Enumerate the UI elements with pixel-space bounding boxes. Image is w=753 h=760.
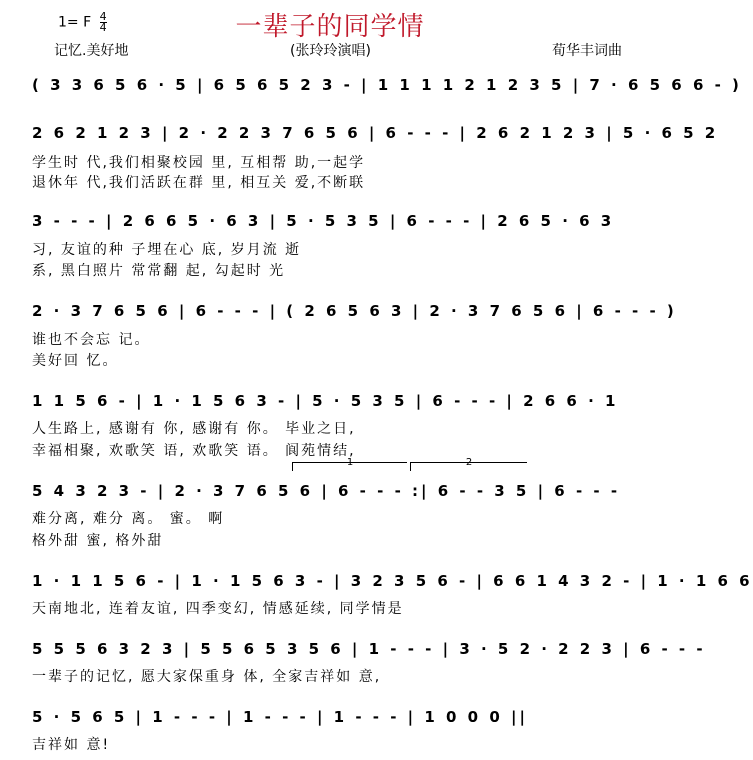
performer-credit: (张玲玲演唱) <box>290 43 371 59</box>
lyric-5b: 格外甜 蜜, 格外甜 <box>32 533 164 549</box>
notation-line-6: 1 · 1 1 5 6 - | 1 · 1 5 6 3 - | 3 2 3 5 6 - | 6 6 1 4 3 2 - | 1 · 1 6 6 <box>32 572 753 590</box>
lyric-3b: 美好回 忆。 <box>32 353 119 369</box>
composer-credit: 荀华丰词曲 <box>552 43 622 59</box>
lyric-1b: 退休年 代,我们活跃在群 里, 相互关 爱,不断联 <box>32 175 366 191</box>
lyric-6a: 天南地北, 连着友谊, 四季变幻, 情感延续, 同学情是 <box>32 601 404 617</box>
page-title: 一辈子的同学情 <box>235 12 425 42</box>
notation-line-7: 5 5 5 6 3 2 3 | 5 5 6 5 3 5 6 | 1 - - - | 3 · 5 2 · 2 2 3 | 6 - - - <box>32 640 706 658</box>
lyric-4b: 幸福相聚, 欢歌笑 语, 欢歌笑 语。 阆苑情结, <box>32 443 356 459</box>
notation-line-8: 5 · 5 6 5 | 1 - - - | 1 - - - | 1 - - - | 1 0 0 0 || <box>32 708 528 726</box>
notation-line-1: 2 6 2 1 2 3 | 2 · 2 2 3 7 6 5 6 | 6 - - - | 2 6 2 1 2 3 | 5 · 6 5 2 <box>32 124 719 142</box>
volta-second-label: 2 <box>465 457 473 468</box>
lyric-2a: 习, 友谊的种 子埋在心 底, 岁月流 逝 <box>32 242 302 258</box>
volta-second <box>410 457 527 471</box>
tempo-mark: 记忆.美好地 <box>54 43 129 59</box>
lyric-2b: 系, 黑白照片 常常翻 起, 勾起时 光 <box>32 263 286 279</box>
key-text: 1= F <box>58 14 92 31</box>
lyric-8a: 吉祥如 意! <box>32 737 111 753</box>
notation-line-2: 3 - - - | 2 6 6 5 · 6 3 | 5 · 5 3 5 | 6 - - - | 2 6 5 · 6 3 <box>32 212 615 230</box>
time-top: 4 <box>99 10 107 23</box>
volta-first <box>292 457 407 471</box>
lyric-4a: 人生路上, 感谢有 你, 感谢有 你。 毕业之日, <box>32 421 356 437</box>
notation-line-5: 5 4 3 2 3 - | 2 · 3 7 6 5 6 | 6 - - - :| 6 - - 3 5 | 6 - - - <box>32 482 621 500</box>
volta-first-label: 1 <box>346 457 354 468</box>
lyric-7a: 一辈子的记忆, 愿大家保重身 体, 全家吉祥如 意, <box>32 669 382 685</box>
notation-line-0: ( 3 3 6 5 6 · 5 | 6 5 6 5 2 3 - | 1 1 1 1 2 1 2 3 5 | 7 · 6 5 6 6 - ) <box>32 76 742 94</box>
lyric-5a: 难分离, 难分 离。 蜜。 啊 <box>32 511 225 527</box>
lyric-3a: 谁也不会忘 记。 <box>32 332 151 348</box>
lyric-1a: 学生时 代,我们相聚校园 里, 互相帮 助,一起学 <box>32 155 366 171</box>
notation-line-3: 2 · 3 7 6 5 6 | 6 - - - | ( 2 6 5 6 3 | 2 · 3 7 6 5 6 | 6 - - - ) <box>32 302 677 320</box>
time-bottom: 4 <box>99 21 107 34</box>
notation-line-4: 1 1 5 6 - | 1 · 1 5 6 3 - | 5 · 5 3 5 | 6 - - - | 2 6 6 · 1 <box>32 392 619 410</box>
